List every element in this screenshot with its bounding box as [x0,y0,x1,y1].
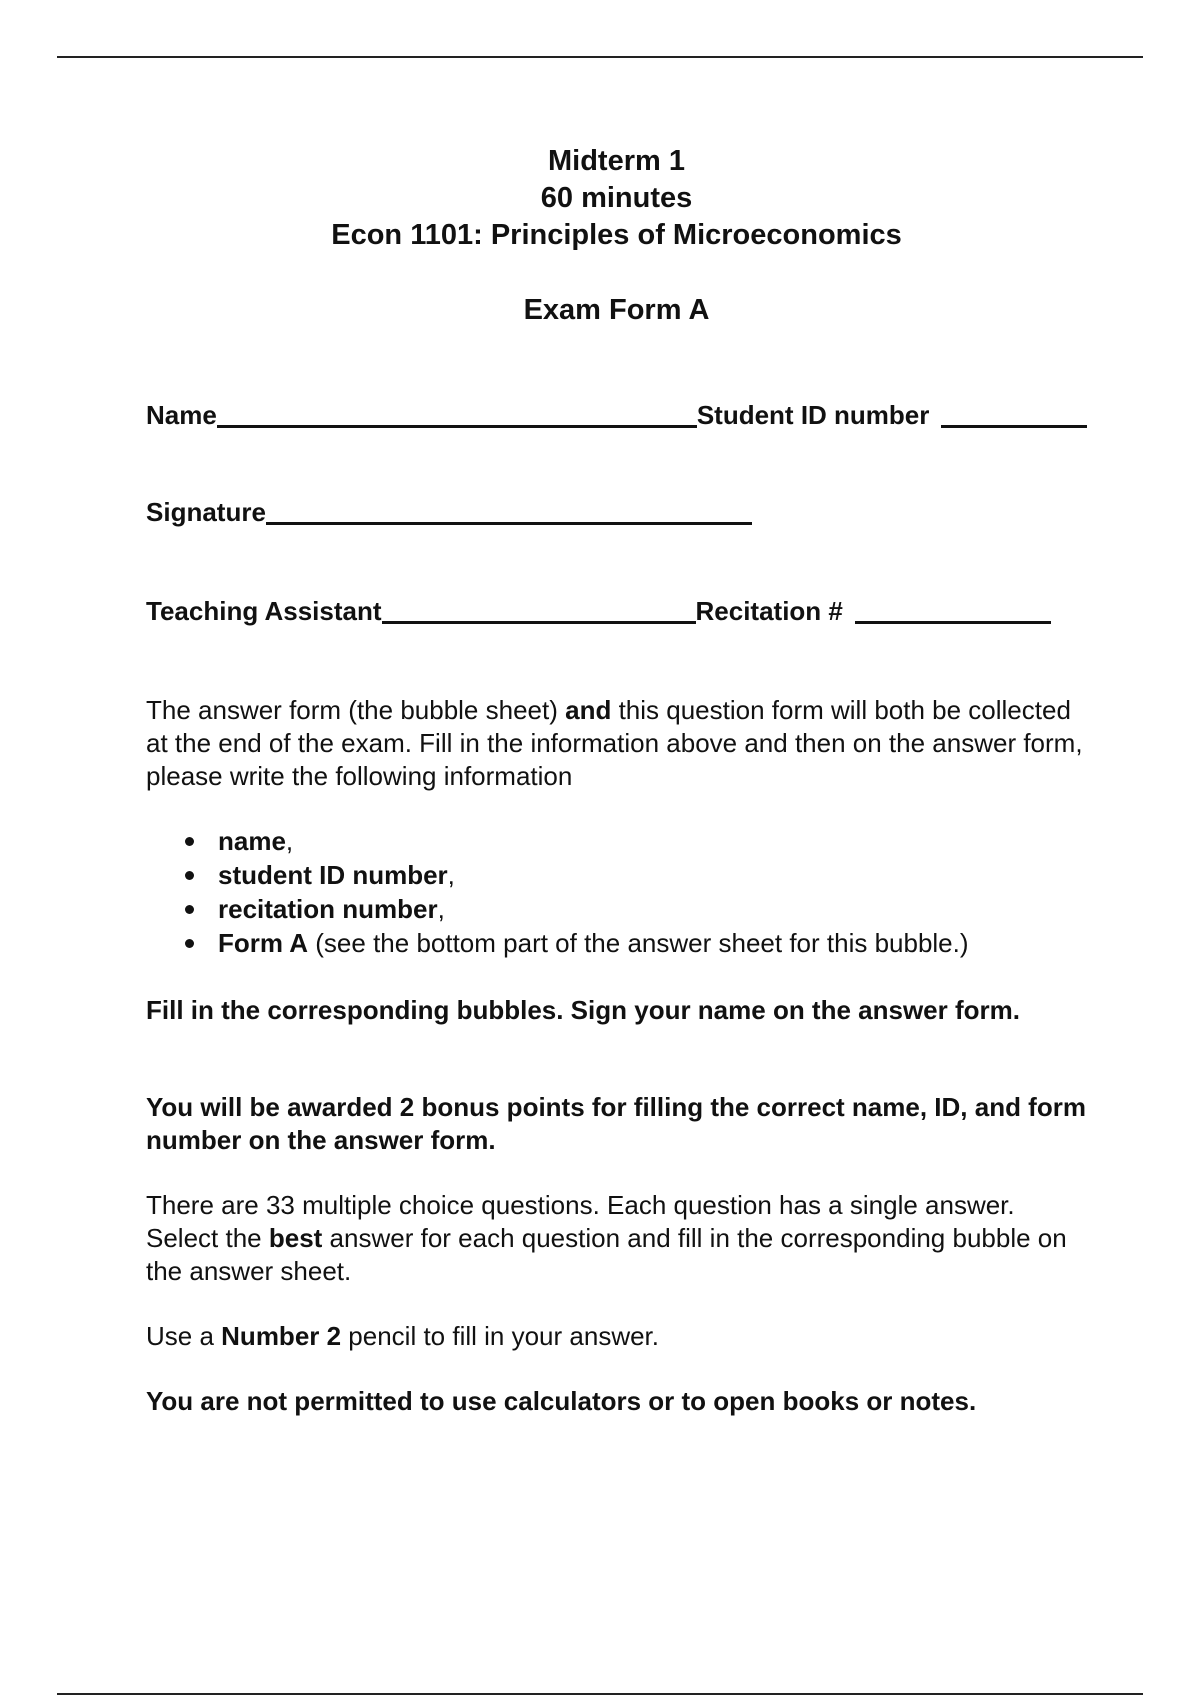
exam-header [0,143,1200,329]
mc-text-1: There are 33 multiple choice questions. Each question has a single answer. Select the [146,1190,1015,1253]
student-id-blank[interactable] [941,401,1087,428]
intro-text-1: The answer form (the bubble sheet) [146,695,566,725]
bullet-icon [185,871,194,880]
recitation-blank[interactable] [855,597,1051,624]
ta-blank[interactable] [382,597,696,624]
list-item-bold: Form A [218,928,309,958]
fill-instruction [146,994,1086,1027]
signature-blank[interactable] [266,498,752,525]
required-info-list [146,824,969,960]
bullet-icon [185,939,194,948]
pencil-bold: Number 2 [221,1321,342,1351]
ta-recitation-row [146,596,1051,626]
bullet-icon [185,905,194,914]
multiple-choice-instruction [146,1189,1086,1288]
list-item-rest: (see the bottom part of the answer sheet for this bubble.) [308,928,969,958]
mc-bold: best [268,1223,323,1253]
course-title: Econ 1101: Principles of Microeconomics [331,219,902,251]
intro-paragraph [146,694,1086,793]
pencil-text-1: Use a [146,1321,222,1351]
intro-text-2: this question form will both be collected at the end of the exam. Fill in the information above and then on the answer form, please write the following information [146,695,1083,791]
pencil-instruction [146,1320,1086,1353]
list-item-rest: , [437,894,445,924]
exam-title: Midterm 1 [548,145,685,177]
bonus-instruction [146,1091,1086,1157]
signature-row [146,497,752,527]
name-blank[interactable] [217,401,697,428]
calculator-rule-text: You are not permitted to use calculators or to open books or notes. [146,1386,977,1416]
list-item [146,858,969,892]
bullet-icon [185,837,194,846]
list-item-bold: student ID number [218,860,448,890]
name-id-row [146,400,1087,430]
calculator-rule [146,1385,1086,1418]
exam-form-title: Exam Form A [523,294,710,326]
mc-text-2: answer for each question and fill in the corresponding bubble on the answer sheet. [146,1223,1067,1286]
list-item [146,926,969,960]
fill-instruction-text: Fill in the corresponding bubbles. Sign your name on the answer form. [146,995,1020,1025]
intro-bold: and [565,695,612,725]
signature-label: Signature [146,497,266,527]
exam-duration: 60 minutes [540,182,693,214]
bonus-instruction-text: You will be awarded 2 bonus points for filling the correct name, ID, and form number on the answer form. [146,1092,1086,1155]
ta-label: Teaching Assistant [146,596,382,626]
student-id-label: Student ID number [696,400,930,430]
bottom-rule [57,1693,1143,1695]
name-label: Name [146,400,217,430]
list-item-rest: , [285,826,294,856]
list-item-rest: , [447,860,455,890]
list-item [146,892,969,926]
list-item [146,824,969,858]
list-item-bold: recitation number [218,894,438,924]
top-rule [57,56,1143,58]
pencil-text-2: pencil to fill in your answer. [341,1321,660,1351]
list-item-bold: name [218,826,286,856]
recitation-label: Recitation # [695,596,843,626]
